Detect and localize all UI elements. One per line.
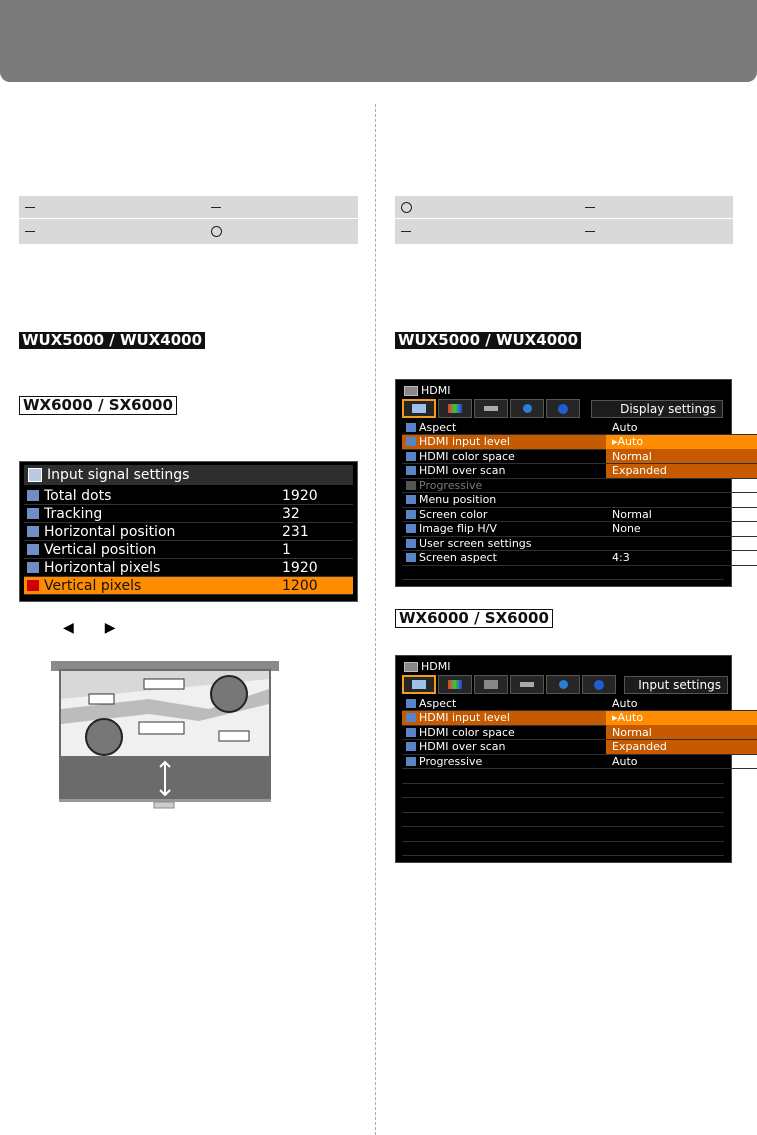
- model-tag-wx: WX6000 / SX6000: [19, 396, 177, 415]
- menu-item-value: [606, 478, 757, 492]
- compatibility-grid-right: [395, 196, 733, 244]
- menu-item-icon: [27, 544, 39, 555]
- menu-item-icon: [406, 713, 416, 722]
- menu-title-text: Input signal settings: [47, 467, 190, 483]
- menu-item-label: HDMI input level: [419, 435, 606, 448]
- menu-item-label: Vertical pixels: [44, 577, 142, 594]
- not-supported-dash-icon: [211, 196, 221, 218]
- menu-row[interactable]: [402, 420, 757, 435]
- menu-item-icon: [406, 437, 416, 446]
- empty-row: [402, 565, 724, 580]
- input-signal-icon: [28, 468, 42, 482]
- menu-item-value: Normal: [606, 449, 757, 463]
- menu-item-label: HDMI over scan: [419, 464, 506, 477]
- model-tag-wux: WUX5000 / WUX4000: [19, 332, 205, 349]
- menu-row[interactable]: [402, 551, 757, 566]
- menu-item-value: ▸Auto: [606, 435, 757, 449]
- menu-item-icon: [27, 508, 39, 519]
- not-supported-dash-icon: [25, 196, 35, 218]
- empty-row: [402, 769, 724, 784]
- menu-item-label: Vertical position: [44, 541, 157, 558]
- hdmi-icon: [404, 662, 418, 672]
- empty-row: [402, 798, 724, 813]
- right-arrow-icon: ▶: [104, 620, 116, 636]
- menu-item-label: Progressive: [419, 478, 483, 492]
- tab-display[interactable]: [402, 675, 436, 694]
- compatibility-grid-left: [19, 196, 358, 244]
- menu-item-icon: [406, 466, 416, 475]
- model-tag-wux: WUX5000 / WUX4000: [395, 332, 581, 349]
- menu-row[interactable]: [24, 523, 353, 541]
- hdmi-icon: [404, 386, 418, 396]
- menu-item-value: ▸Auto: [606, 711, 757, 725]
- supported-circle-icon: [401, 196, 412, 218]
- menu-row[interactable]: [402, 725, 757, 740]
- menu-item-label: HDMI input level: [419, 711, 606, 724]
- menu-row[interactable]: [24, 487, 353, 505]
- menu-row[interactable]: [402, 536, 757, 551]
- menu-item-label: Horizontal pixels: [44, 559, 161, 576]
- empty-row: [402, 841, 724, 856]
- grid-divider: [19, 218, 358, 219]
- menu-row[interactable]: [402, 464, 757, 479]
- hdmi-title-text: HDMI: [421, 660, 451, 673]
- header-band: [0, 0, 757, 82]
- menu-row[interactable]: [24, 559, 353, 577]
- hdmi-menu-input-settings: [395, 655, 732, 863]
- menu-row[interactable]: [402, 754, 757, 769]
- menu-item-value: Auto: [612, 420, 638, 434]
- not-supported-dash-icon: [585, 196, 595, 218]
- menu-item-value: Normal: [612, 507, 652, 521]
- input-signal-settings-menu: [19, 461, 358, 602]
- not-supported-dash-icon: [25, 220, 35, 242]
- menu-item-value: 1200: [282, 577, 318, 594]
- not-supported-dash-icon: [585, 220, 595, 242]
- menu-item-icon: [406, 699, 416, 708]
- menu-item-icon: [27, 490, 39, 501]
- hdmi-menu-title: [404, 384, 450, 397]
- menu-item-label: Horizontal position: [44, 523, 176, 540]
- empty-row: [402, 812, 724, 827]
- menu-row[interactable]: [402, 522, 757, 537]
- tab-system[interactable]: [546, 675, 580, 694]
- menu-item-label: Aspect: [419, 696, 457, 710]
- menu-row[interactable]: [402, 711, 757, 726]
- column-divider: [375, 104, 376, 1135]
- arrow-keys: [63, 620, 115, 636]
- menu-item-label: Tracking: [44, 505, 103, 522]
- menu-item-label: Image flip H/V: [419, 522, 497, 535]
- menu-item-label: Total dots: [44, 487, 112, 504]
- menu-item-value: [606, 536, 757, 550]
- menu-item-value: Expanded: [606, 740, 757, 754]
- menu-item-icon: [406, 510, 416, 519]
- hdmi-title-text: HDMI: [421, 384, 451, 397]
- menu-item-label: HDMI over scan: [419, 740, 506, 753]
- tab-display[interactable]: [402, 399, 436, 418]
- menu-row[interactable]: [402, 493, 757, 508]
- tab-install[interactable]: [510, 675, 544, 694]
- tab-info[interactable]: [546, 399, 580, 418]
- menu-item-icon: [406, 728, 416, 737]
- not-supported-dash-icon: [401, 220, 411, 242]
- tab-system[interactable]: [510, 399, 544, 418]
- menu-row[interactable]: [24, 577, 353, 595]
- menu-item-label: Screen color: [419, 507, 488, 521]
- tab-input[interactable]: [474, 675, 508, 694]
- menu-item-value: 231: [282, 523, 309, 540]
- menu-item-icon: [406, 553, 416, 562]
- menu-item-icon: [27, 580, 39, 591]
- model-tag-wx: WX6000 / SX6000: [395, 609, 553, 628]
- menu-item-label: Menu position: [419, 493, 497, 506]
- menu-item-label: User screen settings: [419, 536, 532, 550]
- menu-item-label: Aspect: [419, 420, 457, 434]
- menu-item-value: 32: [282, 505, 300, 522]
- menu-item-icon: [406, 495, 416, 504]
- menu-row: [402, 478, 757, 493]
- menu-item-label: Screen aspect: [419, 551, 497, 564]
- menu-row[interactable]: [24, 541, 353, 559]
- menu-item-value: 1920: [282, 487, 318, 504]
- menu-item-icon: [406, 757, 416, 766]
- section-label: Input settings: [624, 676, 728, 694]
- menu-item-icon: [406, 524, 416, 533]
- left-arrow-icon: ◀: [63, 620, 74, 636]
- menu-tabs: [402, 399, 580, 418]
- menu-item-value: 1: [282, 541, 291, 558]
- menu-item-icon: [406, 481, 416, 490]
- menu-item-icon: [27, 562, 39, 573]
- menu-item-icon: [406, 539, 416, 548]
- menu-item-value: Auto: [612, 754, 638, 768]
- screen-illustration: [49, 659, 281, 819]
- supported-circle-icon: [211, 220, 222, 242]
- menu-item-icon: [406, 452, 416, 461]
- menu-item-value: None: [612, 522, 641, 535]
- empty-row: [402, 827, 724, 842]
- menu-title: [24, 465, 353, 485]
- tab-info[interactable]: [582, 675, 616, 694]
- menu-item-label: Progressive: [419, 754, 483, 768]
- menu-item-value: 4:3: [612, 551, 630, 564]
- hdmi-menu-display-settings: [395, 379, 732, 587]
- menu-row[interactable]: [402, 507, 757, 522]
- menu-item-icon: [406, 423, 416, 432]
- menu-row[interactable]: [402, 435, 757, 450]
- grid-divider: [395, 218, 733, 219]
- menu-item-value: Normal: [606, 725, 757, 739]
- empty-row: [402, 783, 724, 798]
- menu-item-value: Expanded: [606, 464, 757, 478]
- menu-item-label: HDMI color space: [419, 449, 515, 463]
- tab-install[interactable]: [474, 399, 508, 418]
- menu-item-icon: [27, 526, 39, 537]
- hdmi-menu-title: [404, 660, 450, 673]
- section-label: Display settings: [591, 400, 723, 418]
- menu-tabs: [402, 675, 616, 694]
- menu-row[interactable]: [402, 696, 757, 711]
- menu-item-icon: [406, 742, 416, 751]
- tab-image[interactable]: [438, 675, 472, 694]
- menu-item-value: 1920: [282, 559, 318, 576]
- menu-item-value: [606, 493, 757, 507]
- menu-item-value: Auto: [612, 696, 638, 710]
- menu-row[interactable]: [24, 505, 353, 523]
- tab-image[interactable]: [438, 399, 472, 418]
- menu-row[interactable]: [402, 449, 757, 464]
- menu-item-label: HDMI color space: [419, 725, 515, 739]
- menu-row[interactable]: [402, 740, 757, 755]
